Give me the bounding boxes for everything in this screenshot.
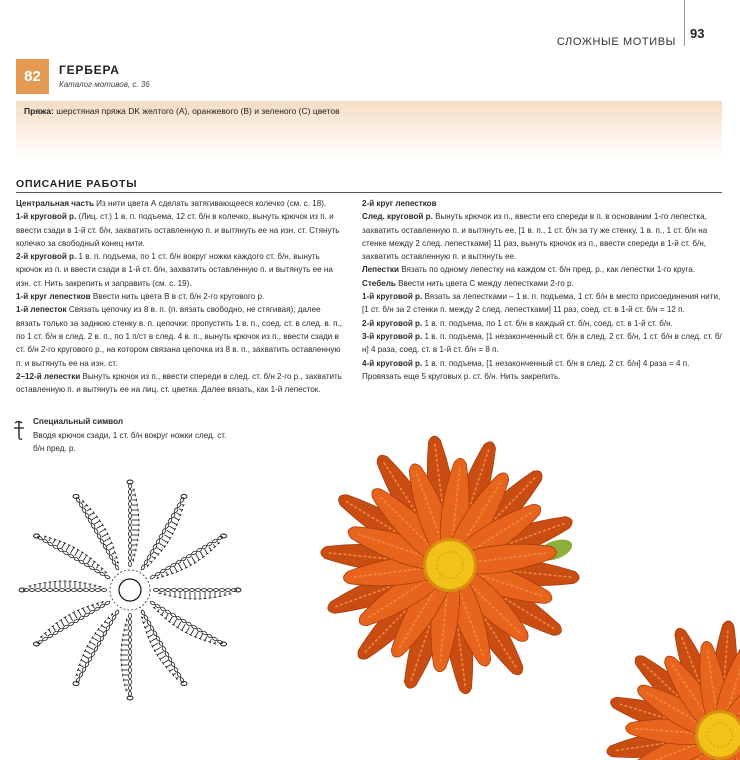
instruction-label: 3-й круговой р. xyxy=(362,331,423,341)
header-divider xyxy=(684,0,685,46)
instruction-text: 1 в. п. подъема, [1 незаконченный ст. б/н в след. 2 ст. б/н, 1 ст. б/н в след. ст. б/н] 4 раза, соед. ст. в 1-й ст. б/н = 8 п. xyxy=(362,331,722,355)
instruction-label: След. круговой р. xyxy=(362,212,433,222)
motif-title: ГЕРБЕРА xyxy=(59,63,120,77)
instruction-label: 1-й лепесток xyxy=(16,305,67,315)
instruction-paragraph xyxy=(16,370,346,397)
chart-petal xyxy=(19,581,107,592)
instruction-paragraph xyxy=(362,210,724,263)
chart-petal xyxy=(140,494,187,570)
flower-center xyxy=(426,541,474,589)
instruction-label: 1-й круг лепестков xyxy=(16,292,91,302)
instruction-paragraph xyxy=(16,290,346,303)
crochet-flower-second xyxy=(605,620,740,760)
instruction-paragraph xyxy=(362,317,724,330)
section-title: СЛОЖНЫЕ МОТИВЫ xyxy=(556,36,676,48)
instruction-paragraph xyxy=(362,197,724,210)
instruction-label: 2-й круговой р. xyxy=(16,252,77,262)
chart-petal xyxy=(73,610,120,686)
instruction-label: 4-й круговой р. xyxy=(362,358,423,368)
chart-petal xyxy=(150,534,227,580)
chart-petal xyxy=(33,600,110,646)
instruction-paragraph xyxy=(362,263,724,276)
chart-petal xyxy=(121,613,133,700)
instruction-text: Ввести нить цвета С между лепестками 2-го р. xyxy=(395,278,574,288)
instruction-label: 1-й круговой р. xyxy=(362,292,423,302)
catalog-reference: Каталог мотивов, с. 36 xyxy=(59,80,150,89)
instruction-paragraph xyxy=(16,210,346,250)
instruction-text: (Лиц. ст.) 1 в. п. подъема, 12 ст. б/н в колечко, вынуть крючок из п. и ввести сзади в 1-й ст. б/н, захватить оставленную п. и вытянуть ее на изн. ст. Стянуть колечко за свободный конец нити. xyxy=(16,212,340,248)
instruction-paragraph xyxy=(16,250,346,290)
instruction-label: 2-й круг лепестков xyxy=(362,199,437,208)
instruction-paragraph xyxy=(16,303,346,369)
instructions-right-column xyxy=(362,197,724,383)
instructions-left-column xyxy=(16,197,346,396)
instruction-text: Из нити цвета А сделать затягивающееся колечко (см. с. 18). xyxy=(93,199,327,208)
chart-petal xyxy=(150,600,227,646)
instruction-text: Вязать по одному лепестку на каждом ст. б/н пред. р., как лепестки 1-го круга. xyxy=(398,265,695,275)
chart-petal xyxy=(33,534,110,580)
instruction-paragraph xyxy=(362,357,724,384)
instruction-text: Вынуть крючок из п., ввести его спереди в п. в основании 1-го лепестка, захватить оставленную п. и вытянуть ее, [1 в. п., 1 ст. б/н за ту же стенку, 1 в. п., 1 ст. б/н на стенке между 2 след. лепестками] 11 раз, вынуть крючок из п., ввести спереди в 1-й ст. б/н, захватить оставленную п. и вытянуть ее. xyxy=(362,212,708,262)
instruction-paragraph xyxy=(362,330,724,357)
heading-rule xyxy=(16,192,722,193)
chart-petal xyxy=(127,480,139,567)
chart-petal xyxy=(73,494,120,570)
chart-petal xyxy=(153,588,241,599)
instruction-text: Вынуть крючок из п., ввести спереди в след. ст. б/н 2-го р., захватить оставленную п. и вытянуть ее на лиц. ст. цветка. Далее вязать, как 1-й лепесток. xyxy=(16,371,342,395)
instruction-label: 2–12-й лепестки xyxy=(16,371,81,381)
instruction-label: Стебель xyxy=(362,278,396,288)
motif-number-badge: 82 xyxy=(16,59,49,94)
instruction-text: 1 в. п. подъема, [1 незаконченный ст. б/н в след. 2 ст. б/н] 4 раза = 4 п. Провязать еще 5 круговых р. ст. б/н. Нить закрепить. xyxy=(362,358,690,381)
yarn-description: шерстяная пряжа DK желтого (А), оранжевого (В) и зеленого (С) цветов xyxy=(53,106,340,116)
yarn-label: Пряжа: xyxy=(24,106,54,116)
crochet-chart-diagram xyxy=(10,470,250,710)
instruction-label: 2-й круговой р. xyxy=(362,318,423,328)
instruction-label: Центральная часть xyxy=(16,199,94,208)
chart-petal xyxy=(140,610,187,686)
page-number: 93 xyxy=(690,26,705,41)
flower-center xyxy=(698,713,740,757)
crochet-stitch-symbol-icon xyxy=(12,419,26,441)
crochet-flower-main xyxy=(320,435,581,696)
instruction-text: 1 в. п. подъема, по 1 ст. б/н в каждый ст. б/н, соед. ст. в 1-й ст. б/н. xyxy=(422,318,673,328)
yarn-info xyxy=(24,106,340,116)
instruction-text: Связать цепочку из 8 в. п. (п. вязать свободно, не стягивая); далее вязать только за заднюю стенку в. п. цепочки: пропустить 1 в. п., соед. ст. в след. в. п., по 1 ст. б/н в след. 2 в. п., по 1 п/ст в след. 4 в. п., вынуть крючок из п., ввести сзади в ст. б/н 2-го кругового р., на котором связана цепочка из 8 в. п., захватить оставленную п. и вытянуть ее на изн. ст. xyxy=(16,305,343,368)
work-heading: ОПИСАНИЕ РАБОТЫ xyxy=(16,178,138,190)
special-symbol-title: Специальный символ xyxy=(33,417,124,426)
instruction-text: Вязать за лепестками – 1 в. п. подъема, 1 ст. б/н в место присоединения нити, [1 ст. б/н за 2 стенки п. между 2 след. лепестками] 11 раз, соед. ст. в 1-й ст. б/н = 12 п. xyxy=(362,292,721,315)
instruction-label: 1-й круговой р. xyxy=(16,212,77,222)
gerbera-photo xyxy=(300,415,740,760)
instruction-text: Ввести нить цвета В в ст. б/н 2-го кругового р. xyxy=(90,292,265,302)
instruction-paragraph xyxy=(362,290,724,317)
instruction-paragraph xyxy=(362,277,724,290)
instruction-label: Лепестки xyxy=(362,265,399,275)
instruction-paragraph xyxy=(16,197,346,210)
top-line xyxy=(16,0,740,1)
special-symbol-description: Вводя крючок сзади, 1 ст. б/н вокруг ножки след. ст. б/н пред. р. xyxy=(33,431,227,453)
instruction-text: 1 в. п. подъема, по 1 ст. б/н вокруг ножки каждого ст. б/н, вынуть крючок из п. и ввести сзади в 1-й ст. б/н, захватить оставленную п. и вытянуть ее на изн. ст. Нить закрепить и заправить (см. с. 19). xyxy=(16,252,333,288)
